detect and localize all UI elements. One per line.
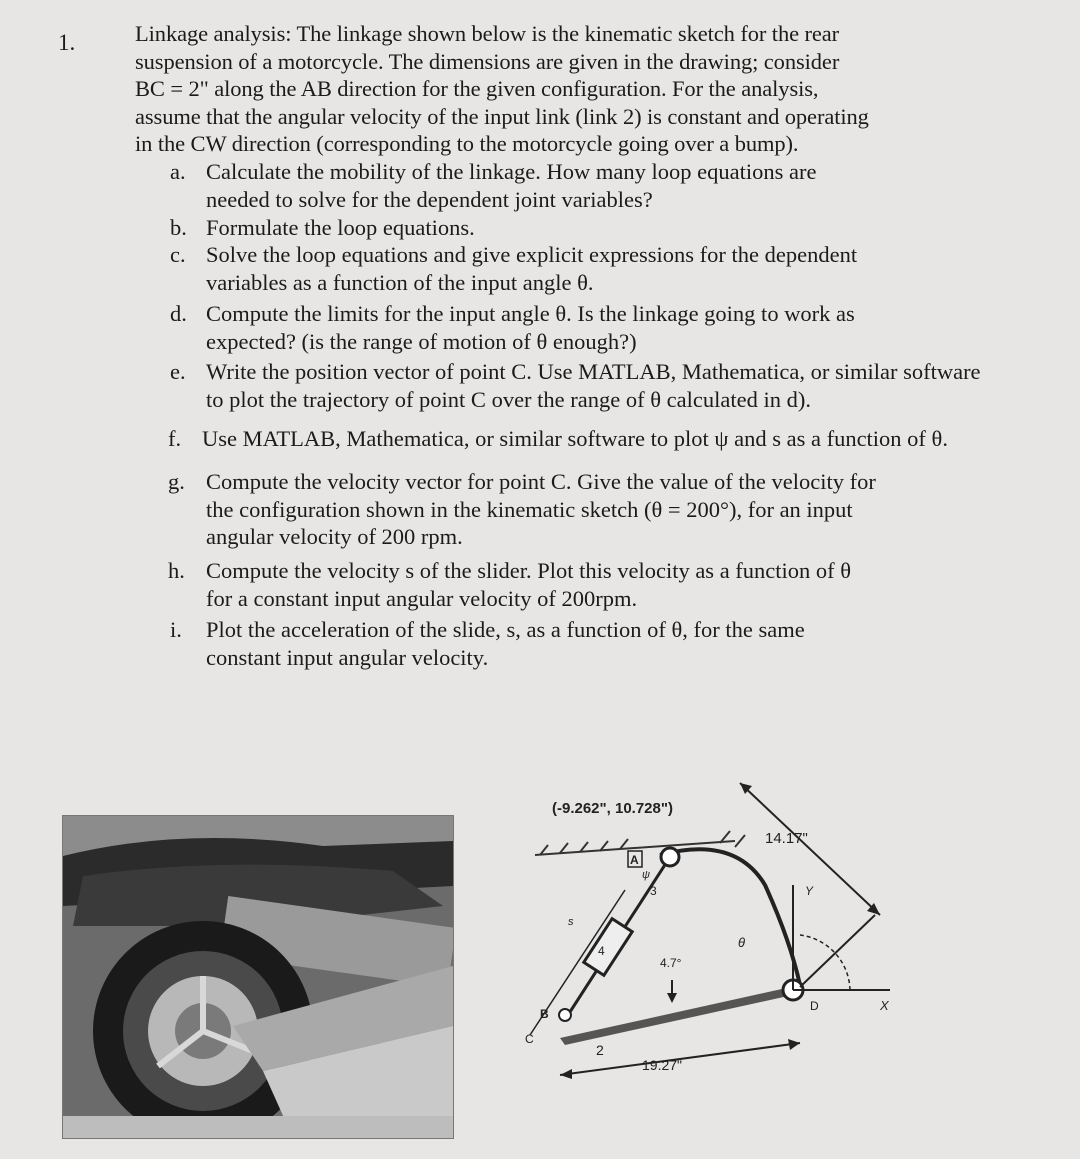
intro-line: assume that the angular velocity of the input link (link 2) is constant and operating [135,103,869,129]
intro-line: Linkage analysis: The linkage shown below is the kinematic sketch for the rear [135,21,840,46]
arrowhead [788,1039,800,1050]
part-label: b. [170,215,187,240]
len-bottom-label: 19.27" [642,1057,683,1073]
part-label: f. [168,426,182,451]
part-line: Write the position vector of point C. Use MATLAB, Mathematica, or similar software [206,359,981,384]
b-label: B [540,1007,549,1021]
intro-line: in the CW direction (corresponding to the motorcycle going over a bump). [135,131,799,156]
c-label: C [525,1032,534,1046]
len-top-label: 14.17" [765,830,808,847]
link-4-label: 4 [598,944,605,958]
problem-intro [135,20,950,158]
theta-label: θ [738,935,746,950]
motorcycle-photo [62,815,454,1139]
part-line: for a constant input angular velocity of 200rpm. [206,585,638,611]
part-line: needed to solve for the dependent joint variables? [206,186,653,212]
pin-a [661,848,679,866]
dim-14-line [800,915,875,987]
part-label: d. [170,301,187,326]
y-label: Y [805,884,814,898]
arrowhead [667,993,677,1003]
part-line: the configuration shown in the kinematic sketch (θ = 200°), for an input [206,496,853,522]
motorcycle-illustration [63,816,453,1138]
coord-label: (-9.262", 10.728") [552,800,673,817]
part-label: c. [170,242,186,267]
part-line: expected? (is the range of motion of θ enough?) [206,328,637,354]
x-label: X [880,998,889,1013]
part-line: Compute the limits for the input angle θ. Is the linkage going to work as [206,301,855,326]
slider-block [584,919,632,976]
intro-line: BC = 2" along the AB direction for the given configuration. For the analysis, [135,76,819,101]
part-line: Solve the loop equations and give explicit expressions for the dependent [206,242,858,267]
part-line: to plot the trajectory of point C over the range of θ calculated in d). [206,386,811,412]
part-label: e. [170,359,186,384]
part-line: Formulate the loop equations. [206,215,475,240]
kinematic-sketch [520,775,1080,1115]
link-2-label: 2 [596,1042,604,1058]
part-label: i. [170,617,182,642]
d-label: D [810,999,819,1013]
part-label: h. [168,558,185,583]
part-line: Plot the acceleration of the slide, s, as a function of θ, for the same [206,617,805,642]
part-line: Use MATLAB, Mathematica, or similar software to plot ψ and s as a function of θ. [202,426,948,451]
part-label: a. [170,159,186,184]
part-line: Calculate the mobility of the linkage. How many loop equations are [206,159,817,184]
part-line: Compute the velocity vector for point C. Give the value of the velocity for [206,469,876,494]
part-line: Compute the velocity s of the slider. Plot this velocity as a function of θ [206,558,852,583]
part-line: angular velocity of 200 rpm. [206,524,463,549]
link-3-label: 3 [650,884,657,898]
part-line: constant input angular velocity. [206,644,489,670]
link-2-bar [560,985,802,1045]
intro-line: suspension of a motorcycle. The dimensions are given in the drawing; consider [135,48,840,74]
part-line: variables as a function of the input angle θ. [206,269,594,295]
pin-b [559,1009,571,1021]
problem-number: 1. [58,30,76,55]
s-label: s [568,916,574,928]
psi-label: ψ [642,869,651,881]
part-label: g. [168,469,185,494]
a-label: A [630,853,639,867]
angle-label: 4.7° [660,956,682,970]
